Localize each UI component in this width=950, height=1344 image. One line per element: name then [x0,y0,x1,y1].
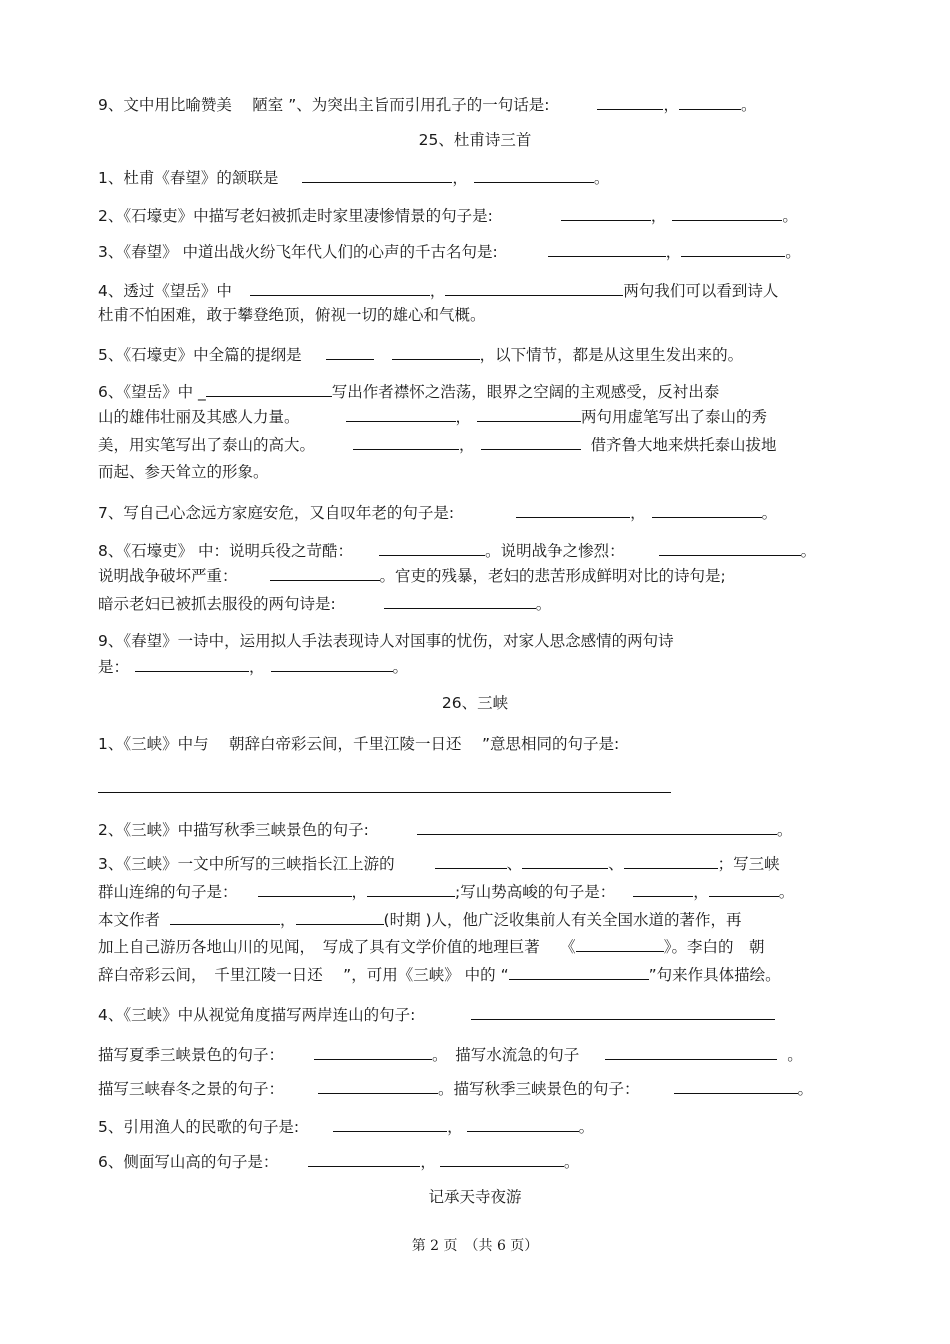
question-text: 说明战争之惨烈： [500,542,625,560]
answer-blank[interactable] [314,1043,432,1060]
punct: 。 [787,1046,803,1064]
answer-blank[interactable] [353,433,459,450]
text-line [98,433,777,456]
answer-blank[interactable] [672,204,782,221]
question-7 [98,501,777,524]
answer-blank[interactable] [576,935,664,952]
answer-blank[interactable] [333,1115,447,1132]
answer-blank[interactable] [326,343,374,360]
answer-blank[interactable] [624,852,718,869]
text-line [98,1077,813,1100]
question-text: 两句我们可以看到诗人 [623,282,779,300]
question-2-shihaoli [98,204,798,227]
punct: ， [663,96,679,114]
question-text: 两句用虚笔写出了泰山的秀 [581,408,768,426]
answer-blank[interactable] [509,963,649,980]
punct: 。 [761,504,778,522]
question-3-sanxia [98,852,780,875]
answer-blank[interactable] [302,166,452,183]
answer-blank[interactable] [206,380,332,397]
question-text: 3、《春望》 中道出战火纷飞年代人们的心声的千古名句是: [98,243,498,261]
answer-blank[interactable] [597,93,663,110]
question-text: 说明战争破坏严重： [98,567,238,585]
question-2-sanxia [98,818,792,841]
answer-blank[interactable] [346,405,456,422]
question-5-sanxia [98,1115,594,1138]
punct: 。 [485,542,501,560]
answer-blank[interactable] [367,880,455,897]
question-text: 2、《三峡》中描写秋季三峡景色的句子: [98,821,369,839]
text-line [98,655,408,678]
question-4-wangyue [98,279,778,302]
question-text: 美，用实笔写出了泰山的高大。 [98,436,316,454]
question-text: 。 描写水流急的句子 [432,1046,580,1064]
question-text: 5、《石壕吏》中全篇的提纲是 [98,346,302,364]
answer-blank[interactable] [709,880,779,897]
question-text: 描写三峡春冬之景的句子： [98,1080,285,1098]
answer-blank[interactable] [522,852,608,869]
text-line [98,963,781,986]
text-line: 杜甫不怕困难，敢于攀登绝顶，俯视一切的雄心和气概。 [98,306,486,324]
question-text: ;写山势高峻的句子是： [455,883,616,901]
answer-blank[interactable] [474,166,594,183]
punct: ， [665,243,682,261]
question-6-wangyue [98,380,719,403]
text-line [98,405,767,428]
punct: 。 [392,658,409,676]
text-line [98,880,794,903]
question-text: 暗示老妇已被抓去服役的两句诗是: [98,595,336,613]
punct: 。 [778,883,795,901]
answer-blank[interactable] [384,592,536,609]
text-line [98,935,764,958]
text-line [98,592,551,615]
answer-blank[interactable] [170,908,280,925]
punct: ， [459,436,475,454]
question-text: 写出作者襟怀之浩荡，眼界之空阔的主观感受，反衬出泰 [331,383,720,401]
question-1-chunwang [98,166,609,189]
question-8-shihaoli [98,539,816,562]
question-text: 辞白帝彩云间， 千里江陵一日还 ”，可用《三峡》 中的 “ [98,966,509,984]
answer-blank[interactable] [258,880,352,897]
punct: 。 [379,567,396,585]
answer-blank[interactable] [445,279,623,296]
question-9-chunwang: 9、《春望》一诗中，运用拟人手法表现诗人对国事的忧伤，对家人思念感情的两句诗 [98,632,674,650]
punct: ， [650,207,667,225]
question-text: 借齐鲁大地来烘托泰山拔地 [590,436,777,454]
punct: ， [249,658,265,676]
answer-blank[interactable] [633,880,693,897]
punct: ， [455,408,472,426]
section-heading-26: 26、三峡 [441,694,509,712]
question-text: 6、《望岳》中 _ [98,383,206,401]
section-heading-next: 记承天寺夜游 [428,1188,522,1206]
question-6-sanxia [98,1150,579,1173]
question-text: ，以下情节，都是从这里生发出来的。 [479,346,744,364]
answer-blank[interactable] [516,501,630,518]
answer-blank[interactable] [379,539,485,556]
answer-blank[interactable] [417,818,777,835]
answer-blank[interactable] [135,655,249,672]
section-heading-25: 25、杜甫诗三首 [418,131,532,149]
punct: 。 [593,169,610,187]
punct: ， [630,504,646,522]
question-9-moral-room [98,93,757,116]
answer-blank[interactable] [270,564,380,581]
question-text: 3、《三峡》一文中所写的三峡指长江上游的 [98,855,395,873]
answer-blank[interactable] [467,1115,579,1132]
answer-blank[interactable] [605,1043,777,1060]
answer-blank[interactable] [679,93,741,110]
question-text: 是： [98,658,130,676]
question-text: 8、《石壕吏》 中：说明兵役之苛酷： [98,542,354,560]
question-text: 2、《石壕吏》中描写老妇被抓走时家里凄惨情景的句子是: [98,207,493,225]
text-line [98,908,742,931]
answer-blank[interactable] [477,405,581,422]
answer-blank[interactable] [392,343,480,360]
punct: 。 [776,821,793,839]
punct: ， [693,883,709,901]
question-1-sanxia: 1、《三峡》中与 朝辞白帝彩云间，千里江陵一日还 ”意思相同的句子是: [98,735,620,753]
punct: 。 [797,1080,814,1098]
question-text: 5、引用渔人的民歌的句子是: [98,1118,300,1136]
question-text: 本文作者 [98,911,161,929]
question-text: 群山连绵的句子是： [98,883,238,901]
punct: 。 [578,1118,595,1136]
question-text: 6、侧面写山高的句子是： [98,1153,279,1171]
question-text: ；写三峡 [717,855,780,873]
question-text: (时期 )人，他广泛收集前人有关全国水道的著作，再 [383,911,742,929]
punct: 。 [800,542,817,560]
question-text: 1、杜甫《春望》的颔联是 [98,169,279,187]
answer-blank[interactable] [296,908,384,925]
punct: ， [429,282,446,300]
punct: ， [280,911,296,929]
punct: ， [452,169,468,187]
answer-blank[interactable] [561,204,651,221]
answer-blank[interactable] [652,501,762,518]
answer-blank[interactable] [271,655,393,672]
page-footer: 第 2 页 （共 6 页） [411,1238,539,1254]
punct: 。 [535,595,552,613]
answer-blank[interactable] [318,1077,438,1094]
text-line [98,564,726,587]
answer-blank[interactable] [308,1150,420,1167]
punct: 。 [785,243,801,261]
question-text: 4、《三峡》中从视觉角度描写两岸连山的句子: [98,1006,416,1024]
punct: 。 [741,96,757,114]
question-text: ”句来作具体描绘。 [648,966,781,984]
question-text: 山的雄伟壮丽及其感人力量。 [98,408,300,426]
punct: 、 [608,855,624,873]
question-5-shihaoli [98,343,743,366]
answer-blank[interactable] [659,539,801,556]
question-text: 7、写自己心念远方家庭安危，又自叹年老的句子是: [98,504,455,522]
answer-blank[interactable] [548,240,666,257]
question-text: 4、透过《望岳》中 [98,282,232,300]
question-text: 。描写秋季三峡景色的句子： [438,1080,640,1098]
punct: 、 [506,855,523,873]
question-3-chunwang [98,240,801,263]
answer-blank[interactable] [440,1150,564,1167]
punct: ， [420,1153,436,1171]
text-line: 而起、参天耸立的形象。 [98,463,269,481]
punct: ， [351,883,368,901]
answer-blank[interactable] [435,852,507,869]
question-text: 官吏的残暴，老妇的悲苦形成鲜明对比的诗句是; [395,567,726,585]
text-line [98,1043,803,1066]
question-4-sanxia [98,1003,775,1026]
punct: 。 [782,207,798,225]
question-text: 9、文中用比喻赞美 陋室 ”、为突出主旨而引用孔子的一句话是: [98,96,550,114]
question-text: 加上自己游历各地山川的见闻， 写成了具有文学价值的地理巨著 《 [98,938,576,956]
punct: ， [447,1118,463,1136]
question-text: 》。李白的 朝 [663,938,765,956]
punct: 。 [563,1153,580,1171]
answer-blank[interactable] [250,279,430,296]
answer-blank[interactable] [681,240,785,257]
answer-blank[interactable] [98,792,671,793]
answer-blank[interactable] [481,433,581,450]
answer-blank[interactable] [471,1003,775,1020]
answer-blank[interactable] [674,1077,798,1094]
question-text: 描写夏季三峡景色的句子： [98,1046,285,1064]
